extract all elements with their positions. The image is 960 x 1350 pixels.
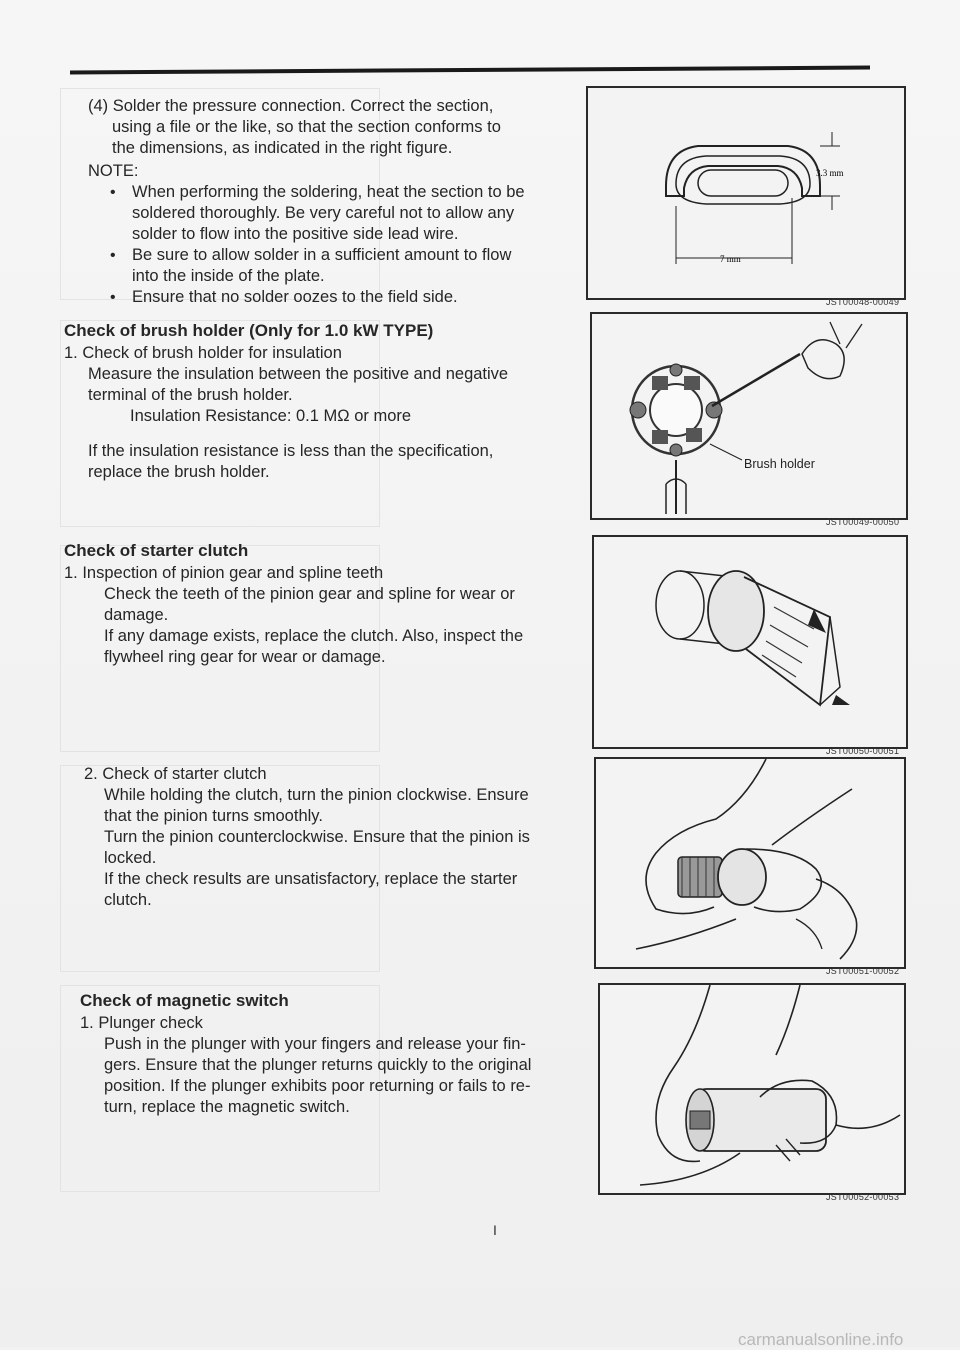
note-label: NOTE:: [88, 162, 139, 180]
step-text: locked.: [104, 849, 157, 867]
step-title: 2. Check of starter clutch: [84, 765, 267, 783]
figure-plunger-check: [598, 983, 906, 1195]
figure-code: JST00050-00051: [826, 746, 900, 756]
figure-brush-holder: [590, 312, 908, 520]
brush-holder-section: [64, 320, 564, 483]
step-text: replace the brush holder.: [88, 463, 270, 481]
step-text: clutch.: [104, 891, 152, 909]
figure-code: JST00048-00049: [826, 297, 900, 307]
magnetic-switch-section: [80, 990, 570, 1118]
section-heading: Check of starter clutch: [64, 541, 249, 560]
starter-clutch-step2: [84, 764, 564, 911]
step-text: Measure the insulation between the positive and negative: [88, 365, 509, 383]
figure-code: JST00049-00050: [826, 517, 900, 527]
dimension-width-label: 7 mm: [720, 254, 741, 264]
figure-code: JST00052-00053: [826, 1192, 900, 1202]
watermark: carmanualsonline.info: [738, 1330, 904, 1349]
solder-dimension-drawing: [588, 88, 904, 298]
step-text: gers. Ensure that the plunger returns quickly to the original: [104, 1056, 532, 1074]
insulation-spec: Insulation Resistance: 0.1 MΩ or more: [130, 407, 412, 425]
figure-solder-dimensions: [586, 86, 906, 300]
solder-step: (4) Solder the pressure connection. Correct the section,: [88, 97, 494, 115]
note-bullet: • Be sure to allow solder in a sufficient amount to flow: [88, 245, 568, 266]
solder-step-cont: using a file or the like, so that the section conforms to: [112, 118, 501, 136]
step-text: If any damage exists, replace the clutch. Also, inspect the: [104, 627, 524, 645]
step-text: If the check results are unsatisfactory, replace the starter: [104, 870, 518, 888]
note-bullet-cont: into the inside of the plate.: [132, 267, 325, 285]
solder-section: [88, 96, 568, 308]
step-text: Push in the plunger with your fingers and release your fin-: [104, 1035, 526, 1053]
step-text: damage.: [104, 606, 169, 624]
figure-code: JST00051-00052: [826, 966, 900, 976]
page-number: I: [493, 1222, 497, 1238]
step-text: flywheel ring gear for wear or damage.: [104, 648, 386, 666]
note-bullet: • When performing the soldering, heat the section to be: [88, 182, 568, 203]
step-text: turn, replace the magnetic switch.: [104, 1098, 350, 1116]
step-text: Check the teeth of the pinion gear and spline for wear or: [104, 585, 515, 603]
brush-holder-drawing: [592, 314, 906, 518]
solder-step-cont: the dimensions, as indicated in the right figure.: [112, 139, 453, 157]
step-title: 1. Inspection of pinion gear and spline teeth: [64, 564, 384, 582]
step-text: If the insulation resistance is less than the specification,: [88, 442, 494, 460]
top-rule: [70, 66, 870, 75]
step-title: 1. Plunger check: [80, 1014, 203, 1032]
note-bullet-cont: soldered thoroughly. Be very careful not to allow any: [132, 204, 515, 222]
step-text: While holding the clutch, turn the pinion clockwise. Ensure: [104, 786, 529, 804]
note-bullet-cont: solder to flow into the positive side lead wire.: [132, 225, 459, 243]
note-bullet: • Ensure that no solder oozes to the field side.: [88, 287, 568, 308]
step-text: position. If the plunger exhibits poor returning or fails to re-: [104, 1077, 531, 1095]
step-title: 1. Check of brush holder for insulation: [64, 344, 342, 362]
section-heading: Check of magnetic switch: [80, 991, 289, 1010]
dimension-height-label: 3.3 mm: [816, 168, 844, 178]
figure-clutch-rotation: [594, 757, 906, 969]
clutch-rotation-drawing: [596, 759, 904, 967]
step-text: that the pinion turns smoothly.: [104, 807, 323, 825]
section-heading: Check of brush holder (Only for 1.0 kW TYPE): [64, 321, 434, 340]
figure-pinion-gear: [592, 535, 908, 749]
starter-clutch-section: [64, 540, 564, 668]
pinion-gear-drawing: [594, 537, 906, 747]
plunger-check-drawing: [600, 985, 904, 1193]
step-text: terminal of the brush holder.: [88, 386, 293, 404]
brush-holder-label: Brush holder: [744, 457, 815, 471]
step-text: Turn the pinion counterclockwise. Ensure that the pinion is: [104, 828, 530, 846]
